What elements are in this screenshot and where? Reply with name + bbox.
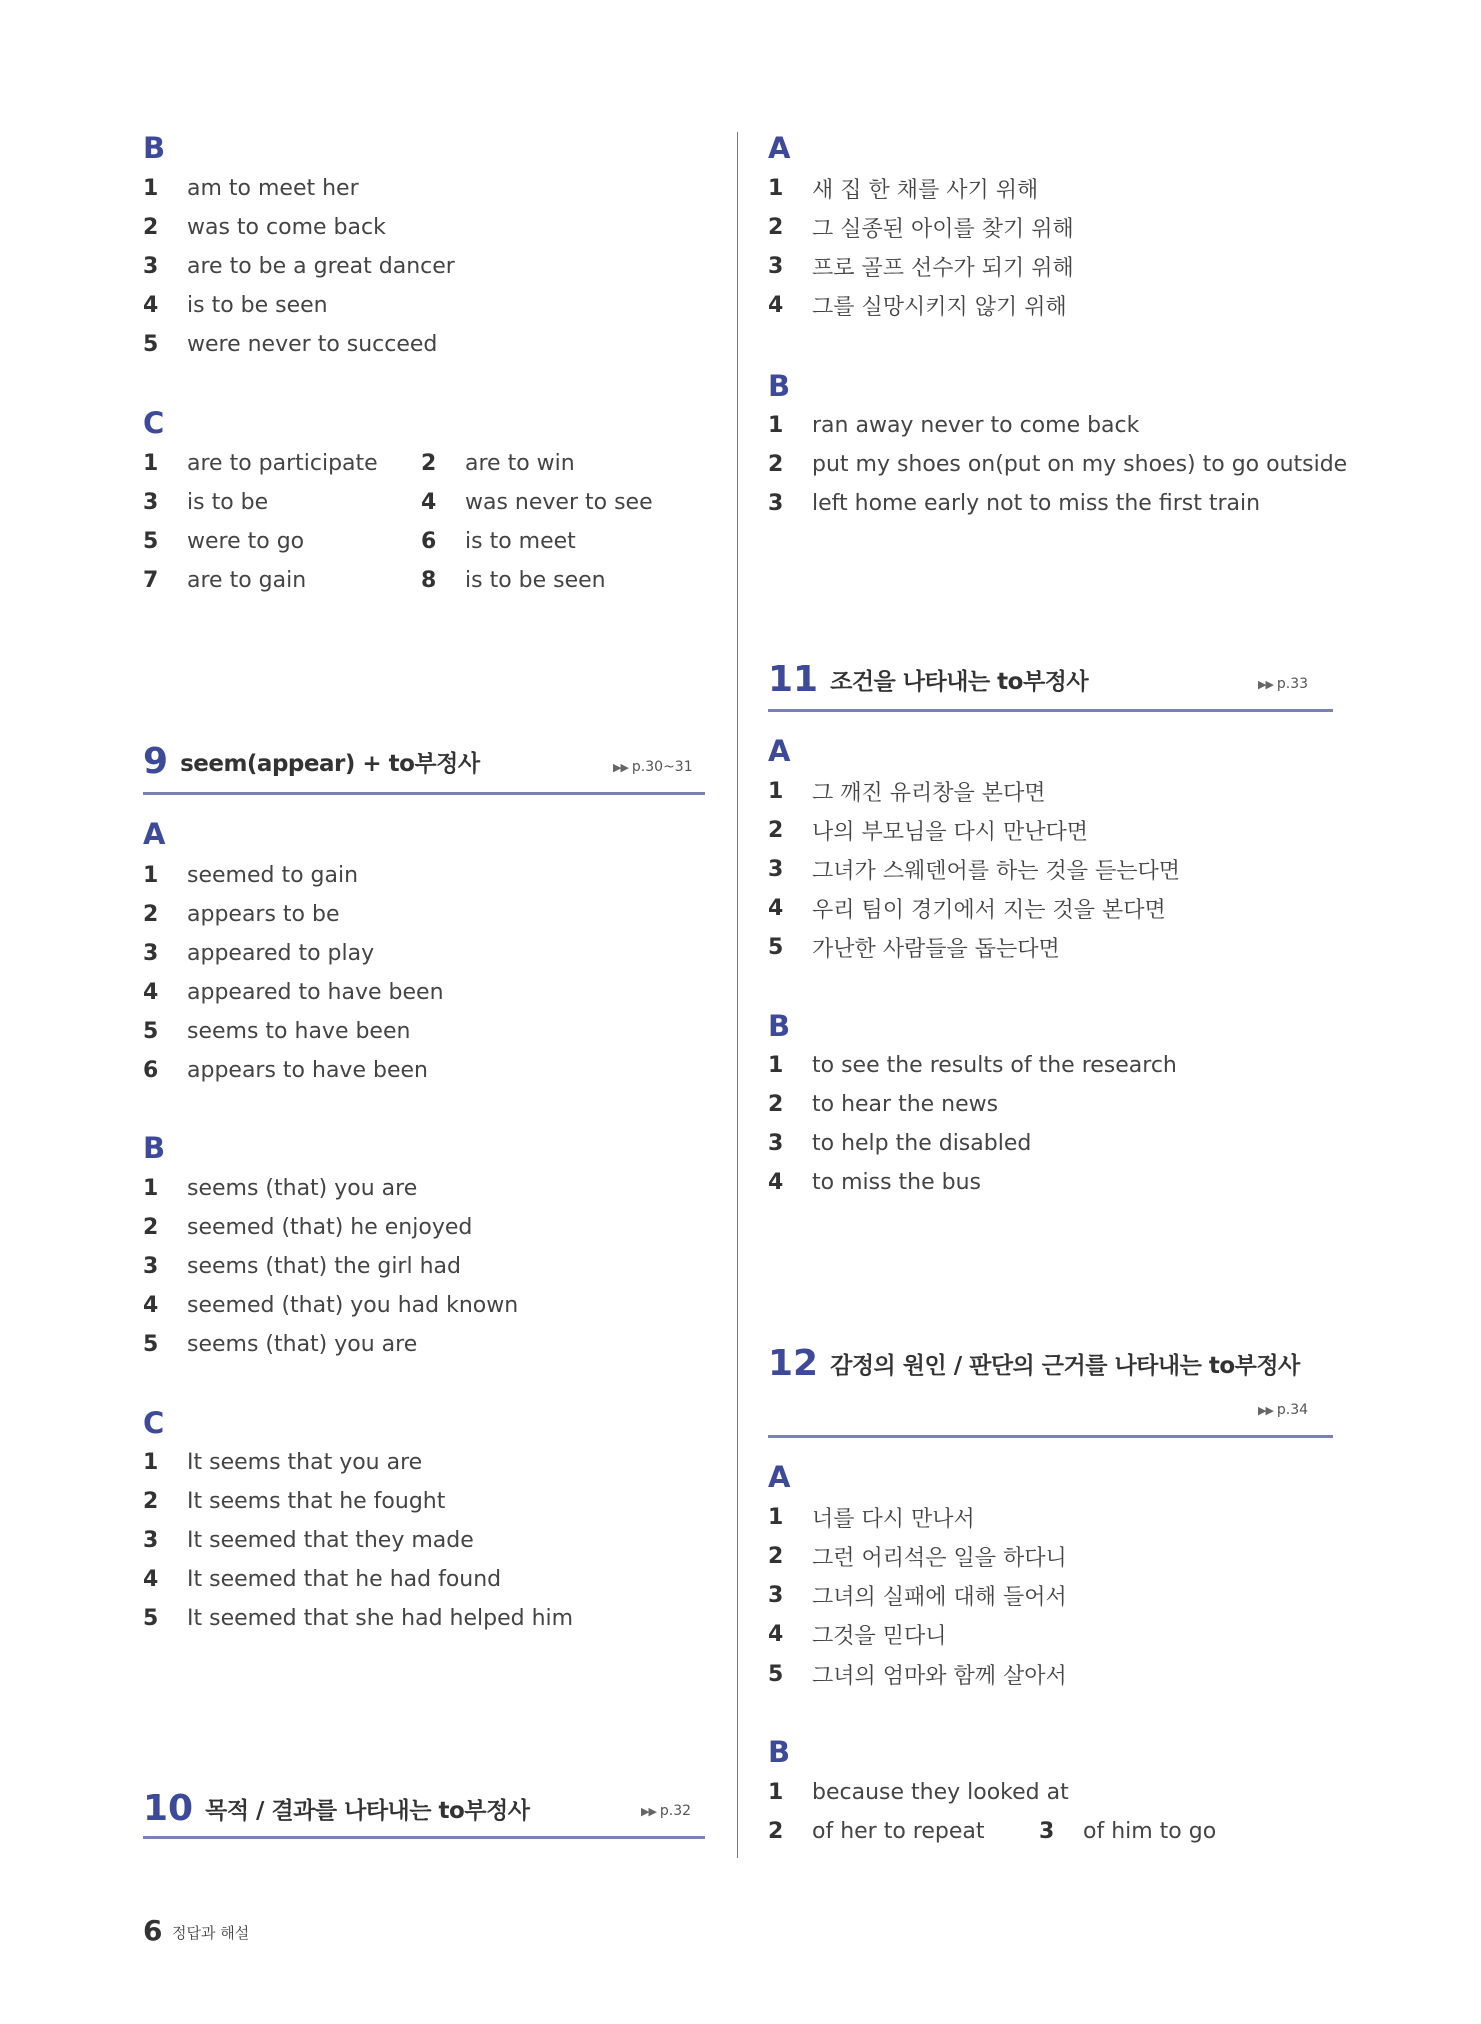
answer-row: 1 because they looked at xyxy=(768,1779,1069,1805)
answer-row: 2 그 실종된 아이를 찾기 위해 xyxy=(768,214,1074,242)
answer-row: 1 are to participate xyxy=(143,450,378,476)
answer-row: 3 그녀가 스웨덴어를 하는 것을 듣는다면 xyxy=(768,856,1181,884)
answer-row: 3 left home early not to miss the first train xyxy=(768,490,1261,516)
answer-row: 4 is to be seen xyxy=(143,292,328,318)
section-underline xyxy=(143,1836,705,1839)
arrow-icon: ▶▶ xyxy=(1258,1404,1273,1417)
page-reference: ▶▶ p.32 xyxy=(641,1803,692,1819)
answer-row: 1 seems (that) you are xyxy=(143,1175,418,1201)
answer-row: 4 to miss the bus xyxy=(768,1169,982,1195)
subsection-letter-b: B xyxy=(143,1131,166,1165)
answer-row: 1 너를 다시 만나서 xyxy=(768,1504,975,1532)
footer-label: 정답과 해설 xyxy=(172,1924,250,1942)
answer-row: 3 그녀의 실패에 대해 들어서 xyxy=(768,1582,1067,1610)
section-title: 목적 / 결과를 나타내는 to부정사 xyxy=(205,1798,530,1824)
answer-row: 3 to help the disabled xyxy=(768,1130,1032,1156)
page-reference: ▶▶ p.30~31 xyxy=(613,759,693,775)
subsection-letter-a: A xyxy=(768,131,791,165)
section-12-header xyxy=(768,1343,1300,1384)
answer-row: 5 가난한 사람들을 돕는다면 xyxy=(768,934,1060,962)
answer-row: 4 was never to see xyxy=(421,489,653,515)
answer-row: 1 새 집 한 채를 사기 위해 xyxy=(768,175,1039,203)
section-9-header xyxy=(143,741,480,782)
answer-row: 3 are to be a great dancer xyxy=(143,253,455,279)
section-title: 조건을 나타내는 to부정사 xyxy=(830,669,1089,695)
page-number: 6 xyxy=(143,1914,163,1947)
answer-row: 2 그런 어리석은 일을 하다니 xyxy=(768,1543,1067,1571)
answer-row: 1 ran away never to come back xyxy=(768,412,1140,438)
subsection-letter-a: A xyxy=(768,1460,791,1494)
arrow-icon: ▶▶ xyxy=(641,1805,656,1818)
arrow-icon: ▶▶ xyxy=(613,761,628,774)
answer-row: 4 그것을 믿다니 xyxy=(768,1621,947,1649)
answer-row: 2 are to win xyxy=(421,450,575,476)
answer-row: 4 seemed (that) you had known xyxy=(143,1292,519,1318)
answer-row: 5 seems (that) you are xyxy=(143,1331,418,1357)
subsection-letter-a: A xyxy=(143,817,166,851)
section-number: 11 xyxy=(768,659,819,700)
subsection-letter-c: C xyxy=(143,406,165,440)
answer-row: 1 It seems that you are xyxy=(143,1449,423,1475)
section-underline xyxy=(768,709,1333,712)
answer-row: 3 of him to go xyxy=(1039,1818,1217,1844)
answer-row: 8 is to be seen xyxy=(421,567,606,593)
section-number: 12 xyxy=(768,1343,819,1384)
answer-row: 2 It seems that he fought xyxy=(143,1488,446,1514)
answer-row: 3 appeared to play xyxy=(143,940,375,966)
answer-row: 3 seems (that) the girl had xyxy=(143,1253,461,1279)
answer-row: 1 seemed to gain xyxy=(143,862,359,888)
answer-row: 4 우리 팀이 경기에서 지는 것을 본다면 xyxy=(768,895,1166,923)
answer-row: 5 were to go xyxy=(143,528,305,554)
answer-row: 4 It seemed that he had found xyxy=(143,1566,502,1592)
section-title: 감정의 원인 / 판단의 근거를 나타내는 to부정사 xyxy=(830,1353,1300,1379)
subsection-letter-b: B xyxy=(768,1735,791,1769)
answer-row: 3 It seemed that they made xyxy=(143,1527,474,1553)
answer-row: 1 그 깨진 유리창을 본다면 xyxy=(768,778,1046,806)
answer-row: 7 are to gain xyxy=(143,567,307,593)
answer-row: 6 appears to have been xyxy=(143,1057,428,1083)
answer-row: 5 were never to succeed xyxy=(143,331,438,357)
section-number: 9 xyxy=(143,741,169,782)
subsection-letter-b: B xyxy=(768,369,791,403)
answer-row: 5 그녀의 엄마와 함께 살아서 xyxy=(768,1661,1067,1689)
answer-row: 1 am to meet her xyxy=(143,175,359,201)
answer-row: 2 appears to be xyxy=(143,901,340,927)
answer-row: 2 나의 부모님을 다시 만난다면 xyxy=(768,817,1089,845)
section-underline xyxy=(143,792,705,795)
subsection-letter-a: A xyxy=(768,734,791,768)
page-reference: ▶▶ p.34 xyxy=(1258,1402,1309,1418)
subsection-letter-c: C xyxy=(143,1406,165,1440)
answer-row: 5 seems to have been xyxy=(143,1018,411,1044)
answer-row: 2 of her to repeat xyxy=(768,1818,985,1844)
arrow-icon: ▶▶ xyxy=(1258,678,1273,691)
subsection-letter-b: B xyxy=(768,1009,791,1043)
column-divider xyxy=(737,132,738,1858)
answer-row: 2 seemed (that) he enjoyed xyxy=(143,1214,473,1240)
answer-row: 2 put my shoes on(put on my shoes) to go outside xyxy=(768,451,1348,477)
answer-row: 5 It seemed that she had helped him xyxy=(143,1605,574,1631)
answer-row: 2 to hear the news xyxy=(768,1091,999,1117)
answer-row: 2 was to come back xyxy=(143,214,386,240)
section-underline xyxy=(768,1435,1333,1438)
answer-row: 4 appeared to have been xyxy=(143,979,444,1005)
section-title: seem(appear) + to부정사 xyxy=(180,751,480,777)
section-10-header xyxy=(143,1788,529,1829)
answer-row: 3 프로 골프 선수가 되기 위해 xyxy=(768,253,1074,281)
answer-row: 3 is to be xyxy=(143,489,269,515)
subsection-letter-b: B xyxy=(143,131,166,165)
answer-row: 1 to see the results of the research xyxy=(768,1052,1177,1078)
answer-row: 6 is to meet xyxy=(421,528,576,554)
answer-row: 4 그를 실망시키지 않기 위해 xyxy=(768,292,1067,320)
page-reference: ▶▶ p.33 xyxy=(1258,676,1309,692)
section-11-header xyxy=(768,659,1088,700)
section-number: 10 xyxy=(143,1788,194,1829)
